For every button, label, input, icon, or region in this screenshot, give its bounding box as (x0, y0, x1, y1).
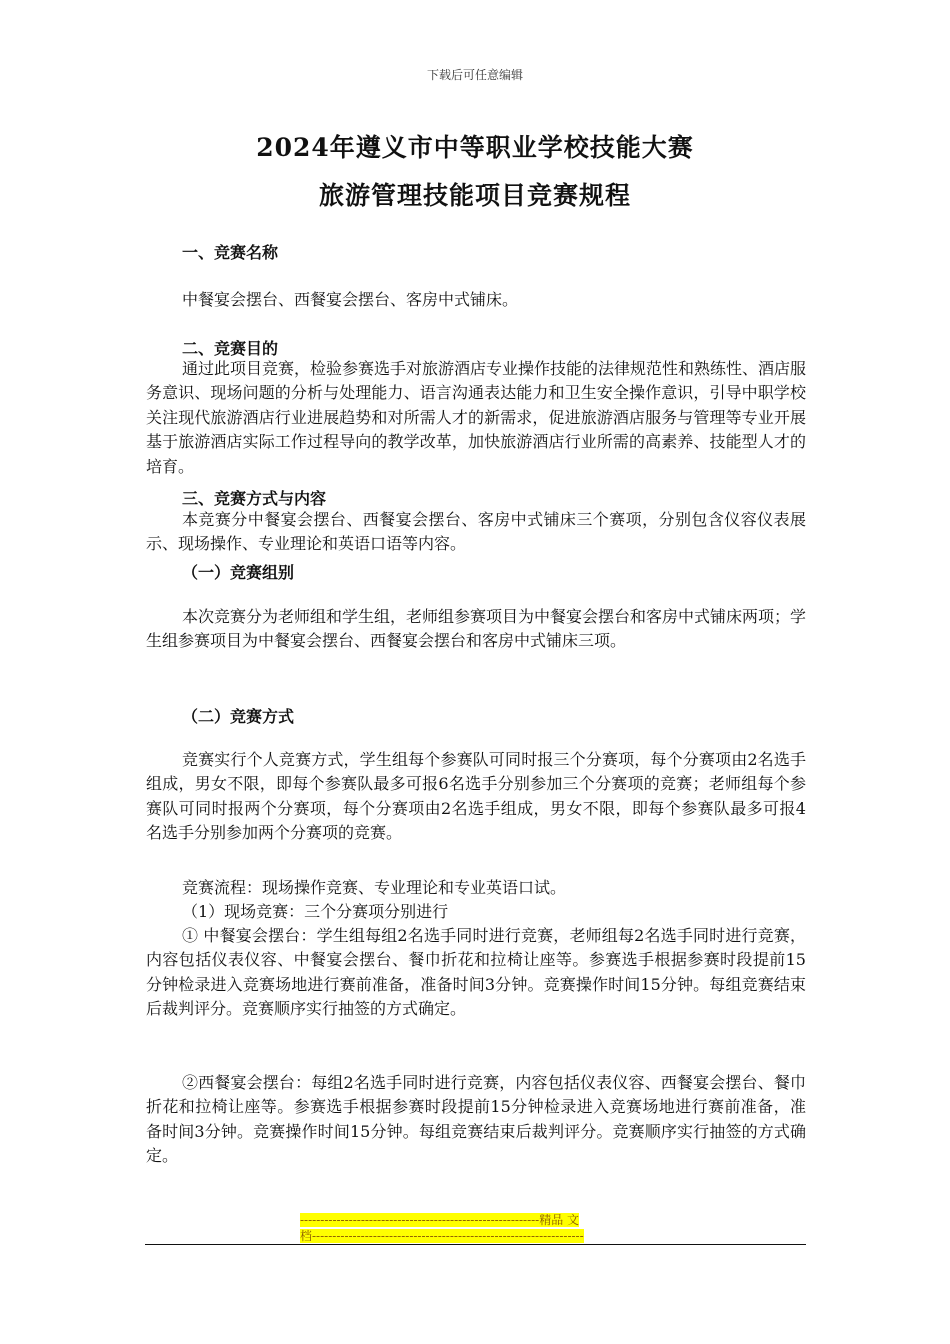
item-chinese-banquet: ① 中餐宴会摆台：学生组每组2名选手同时进行竞赛，老师组每2名选手同时进行竞赛，内容包括仪表仪容、中餐宴会摆台、餐巾折花和拉椅让座等。参赛选手根据参赛时段提前15分钟检录进入竞赛场地进行赛前准备，准备时间3分钟。竞赛操作时间15分钟。每组竞赛结束后裁判评分。竞赛顺序实行抽签的方式确定。 (146, 926, 806, 1019)
page-header: 下载后可任意编辑 (426, 68, 523, 82)
document-title-line1: 2024年遵义市中等职业学校技能大赛 (256, 133, 694, 162)
footer-line-2: 档------------------------------------------------------------------- (300, 1229, 584, 1243)
subsection-2-heading: （二）竞赛方式 (182, 707, 295, 726)
competition-flow: 竞赛流程：现场操作竞赛、专业理论和专业英语口试。 (182, 878, 567, 897)
section-3-heading: 三、竞赛方式与内容 (182, 489, 327, 508)
footer-rule (145, 1244, 806, 1245)
document-title-line2: 旅游管理技能项目竞赛规程 (318, 181, 631, 210)
section-1-heading: 一、竞赛名称 (182, 243, 279, 262)
subsection-1-body: 本次竞赛分为老师组和学生组，老师组参赛项目为中餐宴会摆台和客房中式铺床两项；学生组参赛项目为中餐宴会摆台、西餐宴会摆台和客房中式铺床三项。 (146, 607, 807, 651)
subsection-2-body: 竞赛实行个人竞赛方式，学生组每个参赛队可同时报三个分赛项，每个分赛项由2名选手组成，男女不限，即每个参赛队最多可报6名选手分别参加三个分赛项的竞赛；老师组每个参赛队可同时报两个分赛项，每个分赛项由2名选手组成，男女不限，即每个参赛队最多可报4名选手分别参加两个分赛项的竞赛。 (146, 750, 806, 843)
subsection-1-heading: （一）竞赛组别 (182, 563, 295, 582)
section-3-body: 本竞赛分中餐宴会摆台、西餐宴会摆台、客房中式铺床三个赛项，分别包含仪容仪表展示、现场操作、专业理论和英语口语等内容。 (146, 510, 806, 554)
section-2-body: 通过此项目竞赛，检验参赛选手对旅游酒店专业操作技能的法律规范性和熟练性、酒店服务意识、现场问题的分析与处理能力、语言沟通表达能力和卫生安全操作意识，引导中职学校关注现代旅游酒店行业进展趋势和对所需人才的新需求，促进旅游酒店服务与管理等专业开展基于旅游酒店实际工作过程导向的教学改革，加快旅游酒店行业所需的高素养、技能型人才的培育。 (146, 359, 807, 476)
section-2-heading: 二、竞赛目的 (182, 339, 279, 358)
footer-watermark (300, 1212, 646, 1244)
item-western-banquet: ②西餐宴会摆台：每组2名选手同时进行竞赛，内容包括仪表仪容、西餐宴会摆台、餐巾折花和拉椅让座等。参赛选手根据参赛时段提前15分钟检录进入竞赛场地进行赛前准备，准备时间3分钟。竞赛操作时间15分钟。每组竞赛结束后裁判评分。竞赛顺序实行抽签的方式确定。 (146, 1073, 806, 1166)
footer-line-1: -----------------------------------------------------------精品 文 (300, 1213, 580, 1227)
onsite-competition: （1）现场竞赛：三个分赛项分别进行 (182, 902, 449, 921)
section-1-body: 中餐宴会摆台、西餐宴会摆台、客房中式铺床。 (182, 290, 519, 309)
